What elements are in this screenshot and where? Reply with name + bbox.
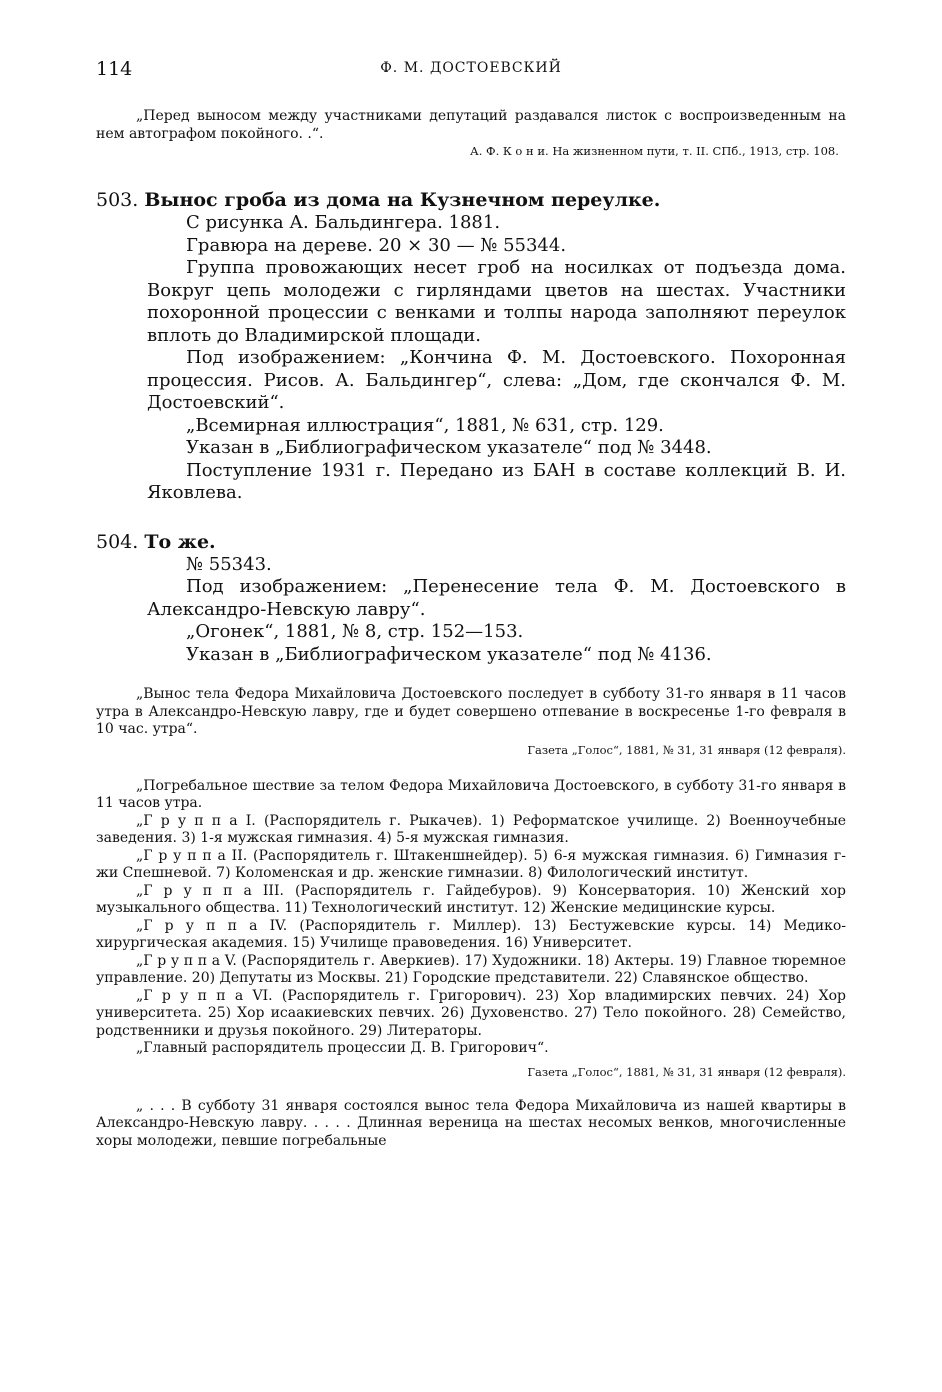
entry-503-line: Гравюра на дереве. 20 × 30 — № 55344. — [186, 234, 567, 256]
entry-503-heading — [96, 189, 846, 212]
entry-504-line: № 55343. — [186, 553, 272, 575]
citation-source: На жизненном пути, т. II. СПб., 1913, стр. 108. — [552, 144, 839, 158]
entry-503 — [96, 189, 846, 505]
entry-504 — [96, 531, 846, 667]
quote-golos-1: „Вынос тела Федора Михайловича Достоевского последует в субботу 31-го января в 11 часов утра в Александро-Невскую лавру, где и будет совершено отпевание в воскресенье 1-го февраля в 10 час. утра“. — [96, 686, 846, 737]
quote-koni: „Перед выносом между участниками депутаций раздавался листок с воспроизведенным на нем автографом покойного. .“. — [96, 108, 846, 142]
entry-504-title: То же. — [144, 530, 216, 553]
entry-503-line: С рисунка А. Бальдингера. 1881. — [186, 212, 501, 233]
entry-503-caption: Под изображением: „Кончина Ф. М. Достоевского. Похоронная процессия. Рисов. А. Бальдингер“, слева: „Дом, где скончался Ф. М. Достоевский“. — [147, 347, 846, 413]
group-text: (Распорядитель г. Аверкиев). 17) Художники. 18) Актеры. 19) Главное тюремное управление. 20) Депутаты из Москвы. 21) Городские представители. 22) Славянское общество. — [96, 952, 846, 986]
entry-503-publication: „Всемирная иллюстрация“, 1881, № 631, стр. 129. — [186, 414, 664, 436]
entry-503-description: Группа провожающих несет гроб на носилках от подъезда дома. Вокруг цепь молодежи с гирляндами цветов на шестах. Участники похоронной процессии с венками и толпы народа заполняют переулок вплоть до Владимирской площади. — [147, 257, 846, 346]
entry-503-reference: Указан в „Библиографическом указателе“ под № 3448. — [186, 437, 712, 458]
quote-procession-intro: „Погребальное шествие за телом Федора Михайловича Достоевского, в субботу 31-го января в 11 часов утра. — [96, 777, 846, 811]
procession-closing: „Главный распорядитель процессии Д. В. Григорович“. — [136, 1040, 549, 1056]
quote-memoir: „ . . . В субботу 31 января состоялся вынос тела Федора Михайловича из нашей квартиры в Александро-Невскую лавру. . . . . Длинная вереница на шестах несомых венков, многочисленные хоры молодежи, певшие погребальные — [96, 1097, 846, 1149]
citation-golos-1: Газета „Голос“, 1881, № 31, 31 января (12 февраля). — [527, 742, 846, 757]
entry-504-number: 504. — [96, 530, 139, 553]
group-label: „Г р у п п а V. — [136, 952, 237, 969]
procession-group — [96, 813, 846, 848]
citation-golos-2: Газета „Голос“, 1881, № 31, 31 января (12 февраля). — [527, 1064, 846, 1079]
citation-koni — [470, 143, 846, 159]
entry-504-publication: „Огонек“, 1881, № 8, стр. 152—153. — [186, 621, 524, 642]
page-content — [96, 108, 846, 1150]
group-label: „Г р у п п а II. — [136, 847, 248, 864]
entry-503-provenance: Поступление 1931 г. Передано из БАН в составе коллекций В. И. Яковлева. — [147, 459, 846, 503]
procession-group — [96, 953, 846, 988]
citation-author: А. Ф. К о н и. — [470, 144, 549, 158]
entry-503-number: 503. — [96, 189, 139, 211]
entry-504-reference: Указан в „Библиографическом указателе“ под № 4136. — [186, 643, 712, 665]
group-text: (Распорядитель г. Миллер). 13) Бестужевские курсы. 14) Медико-хирургическая академия. 15) Училище правоведения. 16) Университет. — [96, 917, 847, 951]
procession-group — [96, 883, 846, 918]
group-text: (Распорядитель г. Штакеншнейдер). 5) 6-я мужская гимназия. 6) Гимназия г-жи Спешневой. 7) Коломенская и др. женские гимназии. 8) Филологический институт. — [96, 847, 846, 881]
group-label: „Г р у п п а IV. — [136, 917, 288, 934]
procession-group — [96, 918, 846, 953]
group-text: (Распорядитель г. Рыкачев). 1) Реформатское училище. 2) Военноучебные заведения. 3) 1-я мужская гимназия. 4) 5-я мужская гимназия. — [96, 812, 847, 846]
entry-504-heading — [96, 531, 846, 554]
group-text: (Распорядитель г. Григорович). 23) Хор владимирских певчих. 24) Хор университета. 25) Хор исаакиевских певчих. 26) Духовенство. 27) Тело покойного. 28) Семейство, родственники и друзья покойного. 29) Литераторы. — [96, 987, 846, 1039]
procession-group — [96, 988, 846, 1041]
group-label: „Г р у п п а I. — [136, 812, 256, 829]
entry-503-title: Вынос гроба из дома на Кузнечном переулке. — [144, 189, 661, 211]
page-number: 114 — [96, 58, 133, 80]
group-label: „Г р у п п а VI. — [136, 987, 273, 1004]
procession-group — [96, 848, 846, 883]
group-text: (Распорядитель г. Гайдебуров). 9) Консерватория. 10) Женский хор музыкального общества. 11) Технологический институт. 12) Женские медицинские курсы. — [96, 882, 846, 916]
group-label: „Г р у п п а III. — [136, 882, 284, 899]
running-header: Ф. М. ДОСТОЕВСКИЙ — [380, 60, 562, 76]
entry-504-caption: Под изображением: „Перенесение тела Ф. М. Достоевского в Александро-Невскую лавру“. — [147, 576, 846, 620]
